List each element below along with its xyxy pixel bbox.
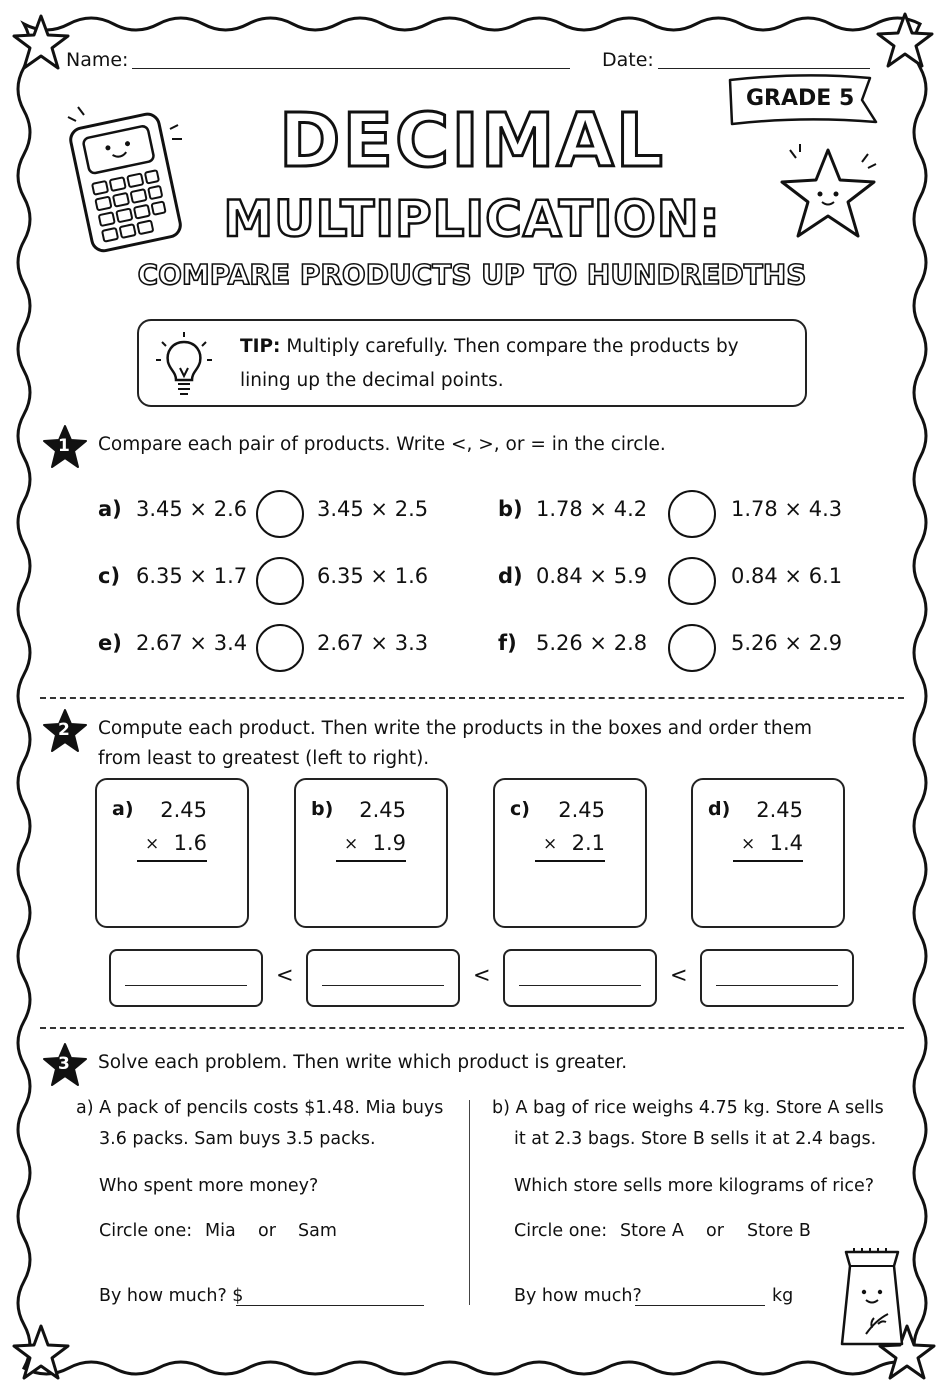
answer-line: [535, 860, 605, 862]
problem-a-line-1: A pack of pencils costs $1.48. Mia buys: [99, 1098, 444, 1118]
problem-a-how-much: By how much? $: [99, 1286, 244, 1306]
multiplicand: 2.45: [558, 798, 605, 822]
times-sign: ×: [741, 834, 756, 854]
or-text: or: [706, 1221, 724, 1241]
times-sign: ×: [344, 834, 359, 854]
problem-b-how-much: By how much?: [514, 1286, 642, 1306]
multiplier: 1.6: [173, 831, 207, 855]
date-label: Date:: [602, 49, 654, 71]
item-label: d): [498, 564, 523, 588]
section-2-instruction-line-1: Compute each product. Then write the products in the boxes and order them: [98, 718, 813, 739]
name-field[interactable]: [132, 68, 570, 69]
right-expression: 1.78 × 4.3: [731, 497, 843, 521]
tip-text-line-2: lining up the decimal points.: [240, 370, 504, 391]
left-expression: 5.26 × 2.8: [536, 631, 648, 655]
answer-circle[interactable]: [256, 490, 304, 538]
right-expression: 5.26 × 2.9: [731, 631, 843, 655]
multiplicand: 2.45: [756, 798, 803, 822]
problem-a: [76, 1093, 443, 1124]
problem-a-circle-label: Circle one:: [99, 1221, 193, 1241]
section-1-instruction: Compare each pair of products. Write <, >, or = in the circle.: [98, 434, 666, 455]
left-expression: 0.84 × 5.9: [536, 564, 648, 588]
computation-box[interactable]: [294, 778, 448, 928]
answer-circle[interactable]: [668, 490, 716, 538]
multiplier: 1.9: [372, 831, 406, 855]
multiplier: 2.1: [571, 831, 605, 855]
section-2-instruction-line-2: from least to greatest (left to right).: [98, 748, 430, 769]
order-answer-box[interactable]: [503, 949, 657, 1007]
problem-a-question: Who spent more money?: [99, 1176, 319, 1196]
right-expression: 2.67 × 3.3: [317, 631, 429, 655]
section-divider: [40, 697, 904, 699]
item-label: c): [98, 564, 121, 588]
multiplicand: 2.45: [160, 798, 207, 822]
problem-label: b): [311, 798, 334, 820]
section-2-number: 2: [58, 720, 70, 740]
order-answer-box[interactable]: [306, 949, 460, 1007]
problem-a-label: a): [76, 1098, 94, 1118]
star-icon: [10, 12, 72, 74]
answer-line: [716, 985, 838, 986]
rice-bag-icon: [832, 1244, 912, 1354]
right-expression: 0.84 × 6.1: [731, 564, 843, 588]
left-expression: 6.35 × 1.7: [136, 564, 248, 588]
multiplier: 1.4: [769, 831, 803, 855]
item-label: a): [98, 497, 122, 521]
or-text: or: [258, 1221, 276, 1241]
computation-box[interactable]: [691, 778, 845, 928]
answer-line: [733, 860, 803, 862]
section-1-number: 1: [58, 436, 70, 456]
order-answer-box[interactable]: [700, 949, 854, 1007]
answer-circle[interactable]: [256, 624, 304, 672]
lightbulb-icon: [152, 330, 216, 398]
right-expression: 6.35 × 1.6: [317, 564, 429, 588]
less-than-sign: <: [473, 963, 491, 987]
multiplicand: 2.45: [359, 798, 406, 822]
section-3-instruction: Solve each problem. Then write which product is greater.: [98, 1052, 628, 1073]
answer-a-field[interactable]: [236, 1305, 424, 1306]
computation-box[interactable]: [95, 778, 249, 928]
left-expression: 2.67 × 3.4: [136, 631, 248, 655]
answer-circle[interactable]: [668, 557, 716, 605]
left-expression: 3.45 × 2.6: [136, 497, 248, 521]
section-3-number: 3: [58, 1054, 70, 1074]
title-line-2: MULTIPLICATION:: [223, 190, 721, 248]
tip-text: [240, 330, 780, 398]
less-than-sign: <: [276, 963, 294, 987]
problem-label: a): [112, 798, 134, 820]
date-field[interactable]: [658, 68, 870, 69]
left-expression: 1.78 × 4.2: [536, 497, 648, 521]
problem-a-line-2: 3.6 packs. Sam buys 3.5 packs.: [99, 1129, 376, 1149]
problem-b: [492, 1093, 884, 1124]
tip-text-line-1: Multiply carefully. Then compare the products by: [280, 336, 739, 357]
section-2-instruction: [98, 714, 812, 774]
option-sam[interactable]: Sam: [298, 1221, 337, 1241]
answer-line: [519, 985, 641, 986]
problem-b-circle-label: Circle one:: [514, 1221, 608, 1241]
answer-line: [336, 860, 406, 862]
answer-b-field[interactable]: [635, 1305, 765, 1306]
column-divider: [469, 1100, 470, 1305]
name-label: Name:: [66, 49, 129, 71]
problem-b-label: b): [492, 1098, 510, 1118]
option-store-a[interactable]: Store A: [620, 1221, 684, 1241]
item-label: b): [498, 497, 523, 521]
computation-box[interactable]: [493, 778, 647, 928]
answer-line: [137, 860, 207, 862]
times-sign: ×: [543, 834, 558, 854]
title-line-1: DECIMAL: [279, 98, 665, 184]
problem-b-line-1: A bag of rice weighs 4.75 kg. Store A sells: [515, 1098, 884, 1118]
answer-line: [322, 985, 444, 986]
tip-label: TIP:: [240, 336, 281, 357]
problem-label: d): [708, 798, 731, 820]
right-expression: 3.45 × 2.5: [317, 497, 429, 521]
order-answer-box[interactable]: [109, 949, 263, 1007]
item-label: e): [98, 631, 122, 655]
less-than-sign: <: [670, 963, 688, 987]
problem-label: c): [510, 798, 530, 820]
problem-b-question: Which store sells more kilograms of rice?: [514, 1176, 875, 1196]
subtitle: COMPARE PRODUCTS UP TO HUNDREDTHS: [137, 258, 807, 291]
star-icon: [874, 10, 936, 72]
answer-line: [125, 985, 247, 986]
option-mia[interactable]: Mia: [205, 1221, 236, 1241]
star-icon: [10, 1322, 72, 1384]
answer-circle[interactable]: [668, 624, 716, 672]
unit-kg: kg: [772, 1286, 794, 1306]
item-label: f): [498, 631, 517, 655]
section-divider: [40, 1027, 904, 1029]
times-sign: ×: [145, 834, 160, 854]
grade-badge: GRADE 5: [746, 86, 855, 111]
answer-circle[interactable]: [256, 557, 304, 605]
option-store-b[interactable]: Store B: [747, 1221, 811, 1241]
problem-b-line-2: it at 2.3 bags. Store B sells it at 2.4 bags.: [514, 1129, 877, 1149]
